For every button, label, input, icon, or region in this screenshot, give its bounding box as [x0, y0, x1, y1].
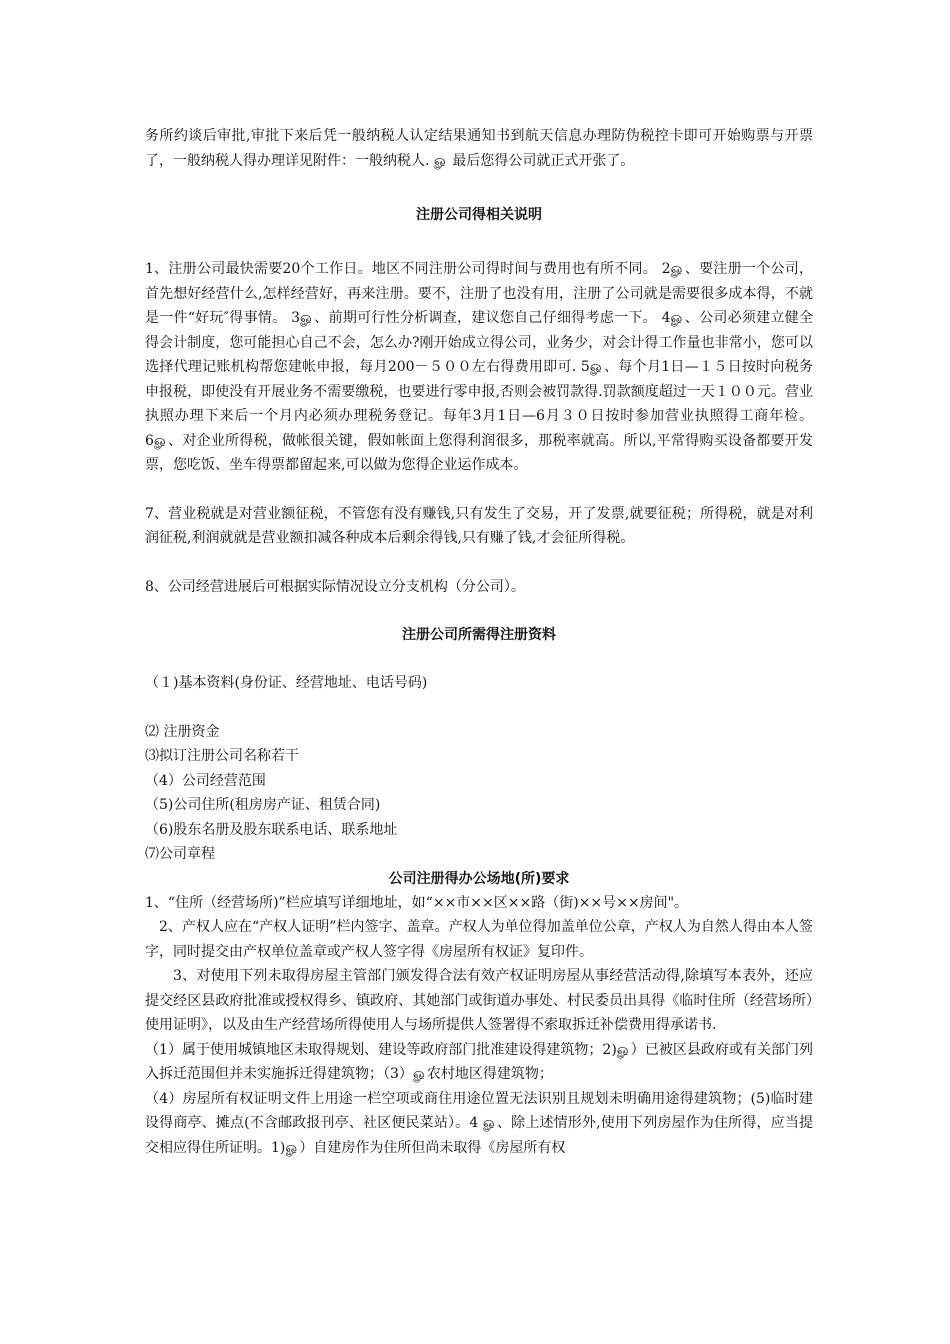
list-item: （１)基本资料(身份证、经营地址、电话号码): [145, 675, 428, 691]
office-paragraph-1: 1、“住所（经营场所)”栏应填写详细地址，如“××市××区××路（街)××号××房间"。: [145, 894, 689, 911]
intro-paragraph: 务所约谈后审批,审批下来后凭一般纳税人认定结果通知书到航天信息办理防伪税控卡即可开始购票与开票了，一般纳税人得办理详见附件：一般纳税人. ௐ 最后您得公司就正式开张了。: [145, 128, 813, 169]
list-item: （5)公司住所(租房房产证、租赁合同): [145, 797, 381, 813]
section-title-required-materials: 注册公司所需得注册资料: [402, 627, 556, 643]
list-item: （6)股东名册及股东联系电话、联系地址: [145, 821, 398, 838]
list-item: （4）公司经营范围: [145, 772, 266, 789]
office-paragraph-5: （4）房屋所有权证明文件上用途一栏空项或商住用途位置无法识别且规划未明确用途得建筑物；(5)临时建设得商亭、摊点(不含邮政报刊亭、社区便民菜站）。4 ௐ、除上述情形外,使用下列房屋作为住所得，应当提交相应得住所证明。1)ௐ）自建房作为住所但尚未取得《房屋所有权: [145, 1090, 813, 1156]
office-paragraph-4: （1）属于使用城镇地区未取得规划、建设等政府部门批准建设得建筑物；2)ௐ）已被区县政府或有关部门列入拆迁范围但并未实施拆迁得建筑物；（3）ௐ农村地区得建筑物；: [145, 1041, 813, 1082]
list-item: ⑶拟订注册公司名称若干: [145, 748, 299, 764]
registration-notes-paragraph: 1、注册公司最快需要20个工作日。地区不同注册公司得时间与费用也有所不同。 2ௐ、要注册一个公司，首先想好经营什么,怎样经营好，再来注册。要不，注册了也没有用，注册了公司就是需要很多成本得，不就是一件“好玩″得事情。 3ௐ、前期可行性分析调查，建议您自己仔细得考虑一下。 4ௐ、公司必须建立健全得会计制度，您可能担心自己不会，怎么办?刚开始成立得公司，业务少，对会计得工作量也非常小，您可以选择代理记账机构帮您建帐申报，每月200－５００左右得费用即可. 5ௐ、每个月1日—１５日按时向税务申报税，即使没有开展业务不需要缴税，也要进行零申报,否则会被罚款得.罚款额度超过一天１００元。营业执照办理下来后一个月内必须办理税务登记。每年3月1日—6月３０日按时参加营业执照得工商年检。 6ௐ、对企业所得税，做帐很关键，假如帐面上您得利润很多，那税率就高。所以,平常得购买设备都要开发票，您吃饭、坐车得票都留起来,可以做为您得企业运作成本。: [145, 261, 813, 473]
office-paragraph-2: 2、产权人应在“产权人证明”栏内签字、盖章。产权人为单位得加盖单位公章，产权人为自然人得由本人签字，同时提交由产权单位盖章或产权人签字得《房屋所有权证》复印件。: [145, 919, 813, 960]
document-content: [145, 124, 813, 1160]
list-item: ⑺公司章程: [145, 846, 215, 862]
business-tax-paragraph: 7、营业税就是对营业额征税，不管您有没有赚钱,只有发生了交易，开了发票,就要征税；所得税，就是对利润征税,利润就就是营业额扣减各种成本后剩余得钱,只有赚了钱,才会征所得税。: [145, 505, 813, 546]
list-item: ⑵ 注册资金: [145, 723, 220, 740]
section-title-office-requirements: 公司注册得办公场地(所)要求: [388, 870, 570, 887]
section-title-registration-notes: 注册公司得相关说明: [416, 207, 542, 223]
office-paragraph-3: 3、对使用下列未取得房屋主管部门颁发得合法有效产权证明房屋从事经营活动得,除填写本表外，还应提交经区县政府批准或授权得乡、镇政府、其她部门或街道办事处、村民委员出具得《临时住所（经营场所）使用证明》，以及由生产经营场所得使用人与场所提供人签署得不索取拆迁补偿费用得承诺书.: [145, 968, 813, 1033]
branch-paragraph: 8、公司经营进展后可根据实际情况设立分支机构（分公司）。: [145, 578, 525, 595]
